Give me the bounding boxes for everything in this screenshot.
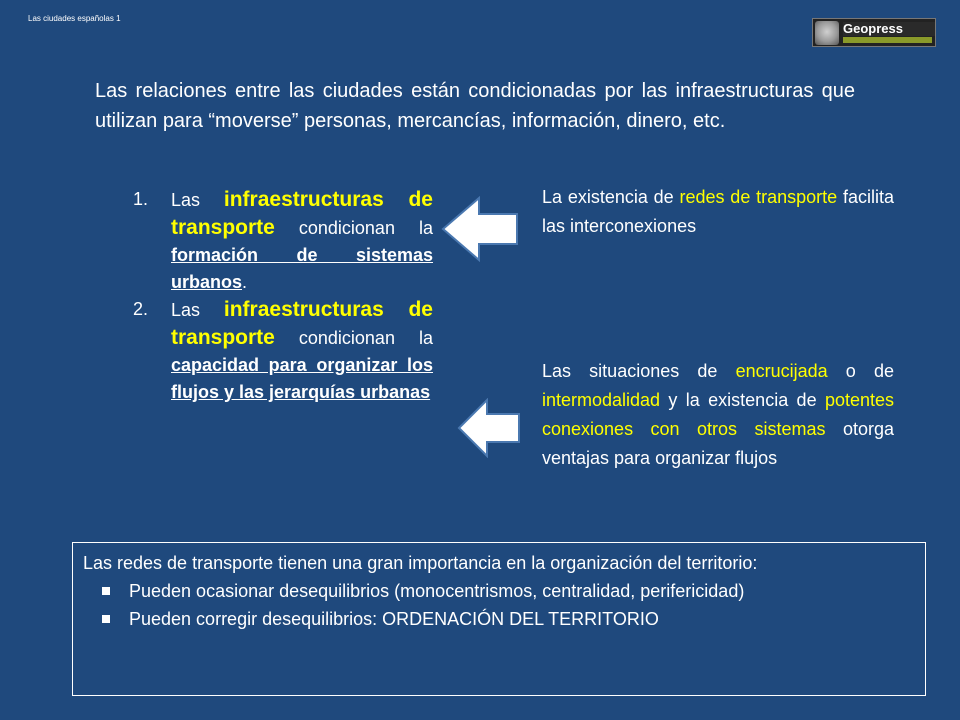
- list-item: [83, 605, 915, 633]
- list-item: [83, 577, 915, 605]
- slide-header: Las ciudades españolas 1: [28, 14, 121, 23]
- numbered-list: [133, 186, 433, 406]
- list-highlight: infraestructuras de transporte: [171, 188, 433, 239]
- logo-underline: [843, 37, 932, 43]
- list-item: [133, 296, 433, 406]
- left-arrow-icon: [441, 196, 521, 262]
- logo-text: Geopress: [843, 22, 935, 36]
- list-highlight: infraestructuras de transporte: [171, 298, 433, 349]
- list-number: 1.: [133, 189, 149, 209]
- note-highlight: intermodalidad: [542, 390, 661, 410]
- bullet-square-icon: [102, 587, 110, 595]
- list-number: 2.: [133, 299, 149, 319]
- logo-badge-icon: [815, 21, 839, 45]
- note-highlight: encrucijada: [735, 361, 828, 381]
- list-prefix: Las: [171, 190, 224, 210]
- bullet-text: Pueden ocasionar desequilibrios (monocentrismos, centralidad, perifericidad): [129, 581, 745, 601]
- list-middle: condicionan la: [274, 218, 433, 238]
- list-prefix: Las: [171, 300, 224, 320]
- geopress-logo: [812, 18, 936, 47]
- note-crossroads: Las situaciones de encrucijada o de intermodalidad y la existencia de potentes conexiones con otros sistemas otorga ventajas para organizar flujos: [542, 361, 894, 468]
- note-highlight: redes de transporte: [679, 187, 838, 207]
- bullet-text: Pueden corregir desequilibrios: ORDENACIÓN DEL TERRITORIO: [129, 609, 659, 629]
- box-intro: Las redes de transporte tienen una gran importancia en la organización del territorio:: [83, 553, 758, 573]
- list-item: [133, 186, 433, 296]
- list-middle: condicionan la: [274, 328, 433, 348]
- bullet-square-icon: [102, 615, 110, 623]
- note-networks: La existencia de redes de transporte facilita las interconexiones: [542, 187, 894, 236]
- list-underlined: formación de sistemas urbanos: [171, 245, 433, 292]
- summary-box: [72, 542, 926, 696]
- left-arrow-icon: [457, 398, 523, 458]
- note-highlight: potentes conexiones con otros sistemas: [542, 390, 894, 439]
- list-underlined: capacidad para organizar los flujos y las jerarquías urbanas: [171, 355, 433, 402]
- list-suffix: .: [242, 272, 248, 292]
- intro-paragraph: Las relaciones entre las ciudades están condicionadas por las infraestructuras que utilizan para “moverse” personas, mercancías, información, dinero, etc.: [95, 80, 855, 132]
